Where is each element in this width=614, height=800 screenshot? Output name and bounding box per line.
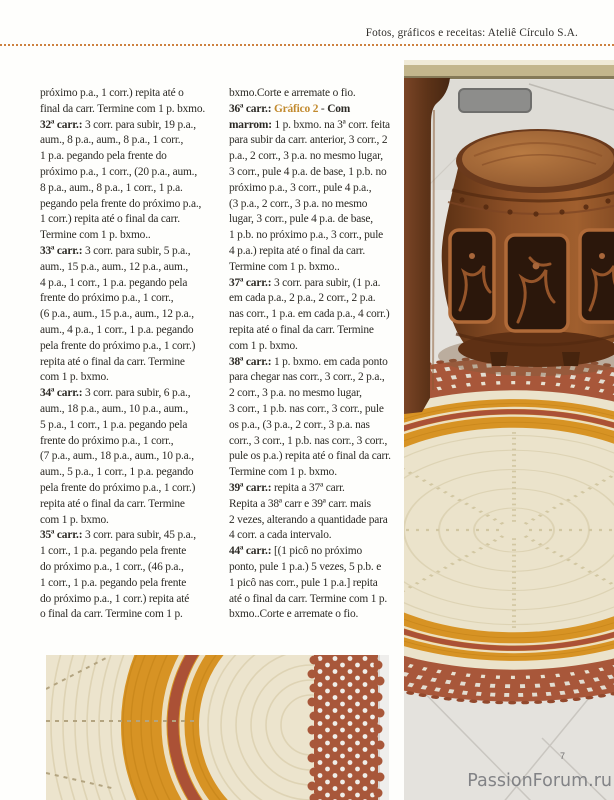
- crochet-rug: [404, 357, 614, 702]
- watermark: PassionForum.ru: [467, 771, 612, 791]
- text-line: do próximo p.a., 1 corr.) repita até: [40, 592, 190, 605]
- text-line: 2 vezes, alterando a quantidade para: [229, 513, 388, 526]
- text-line: próximo p.a., 1 corr., (20 p.a., aum.,: [40, 165, 198, 178]
- carved-panels: [450, 230, 614, 331]
- text-line: Repita a 38ª carr e 39ª carr. mais: [229, 497, 371, 510]
- text-line: aum., 5 p.a., 1 corr., 1 p.a. pegando: [40, 466, 194, 479]
- text-line: Termine com 1 p. bxmo.: [229, 466, 337, 479]
- text-line: do próximo p.a., 1 corr., (46 p.a.,: [40, 560, 184, 573]
- text-line: 36ª carr.: Gráfico 2 - Com: [229, 102, 351, 115]
- text-line: bxmo.Corte e arremate o fio.: [229, 87, 356, 99]
- text-line: 4 corr. a cada intervalo.: [229, 529, 332, 542]
- drum-stool: [442, 129, 614, 367]
- page-number: 7: [560, 751, 566, 761]
- text-line: 3 corr., 1 p.b. nas corr., 3 corr., pule: [229, 402, 384, 415]
- instructions-column-1: [40, 86, 225, 623]
- text-line: nas corr., 1 p.a. em cada p.a., 4 corr.): [229, 308, 390, 321]
- text-line: com 1 p. bxmo.: [229, 339, 298, 352]
- tabletop-edge: [404, 60, 614, 79]
- text-line: repita até o final da carr. Termine: [40, 497, 185, 510]
- door-mat: [459, 89, 531, 112]
- text-line: 1 p.a. pegando pela frente do: [40, 150, 167, 163]
- text-line: 2 corr., 3 p.a. no mesmo lugar,: [229, 387, 362, 400]
- text-line: pela frente do próximo p.a., 1 corr.): [40, 339, 196, 352]
- text-line: pule os p.a.) repita até o final da carr.: [229, 450, 391, 463]
- text-line: 37ª carr.: 3 corr. para subir, (1 p.a.: [229, 276, 381, 289]
- text-line: ponto, pule 1 p.a.) 5 vezes, 5 p.b. e: [229, 560, 382, 573]
- text-line: com 1 p. bxmo.: [40, 371, 109, 384]
- text-line: próximo p.a., 1 corr.) repita até o: [40, 87, 184, 99]
- text-line: Termine com 1 p. bxmo..: [40, 229, 151, 242]
- text-line: 3 corr., pule 4 p.a. de base, 1 p.b. no: [229, 165, 387, 178]
- text-line: aum., 8 p.a., aum., 8 p.a., 1 corr.,: [40, 134, 184, 147]
- text-line: 1 corr., 1 p.a. pegando pela frente: [40, 545, 187, 558]
- text-line: aum., 15 p.a., aum., 12 p.a., aum.,: [40, 260, 189, 273]
- text-line: 4 p.a., 1 corr., 1 p.a. pegando pela: [40, 276, 188, 289]
- stool-rug-illustration: [404, 60, 614, 800]
- text-line: aum., 4 p.a., 1 corr., 1 p.a. pegando: [40, 323, 194, 336]
- lace-border: [308, 655, 390, 800]
- instructions-column-2: [229, 86, 402, 623]
- text-line: os p.a., (3 p.a., 2 corr., 3 p.a. nas: [229, 418, 370, 431]
- text-line: 39ª carr.: repita a 37ª carr.: [229, 481, 345, 494]
- text-line: 8 p.a., aum., 8 p.a., 1 corr., 1 p.a.: [40, 181, 183, 194]
- text-line: bxmo..Corte e arremate o fio.: [229, 608, 359, 621]
- text-line: (7 p.a., aum., 18 p.a., aum., 10 p.a.,: [40, 450, 194, 463]
- text-line: (6 p.a., aum., 15 p.a., aum., 12 p.a.,: [40, 308, 194, 321]
- text-line: p.a., 2 corr., 3 p.a. no mesmo lugar,: [229, 150, 383, 163]
- text-line: frente do próximo p.a., 1 corr.,: [40, 434, 174, 447]
- text-line: 1 corr., 1 p.a. pegando pela frente: [40, 576, 187, 589]
- photo-stool-on-rug: [404, 60, 614, 800]
- text-line: em cada p.a., 2 p.a., 2 corr., 2 p.a.: [229, 292, 376, 305]
- text-line: repita até o final da carr. Termine: [229, 323, 374, 336]
- text-line: até o final da carr. Termine com 1 p.: [229, 592, 388, 605]
- text-line: marrom: 1 p. bxmo. na 3ª corr. feita: [229, 118, 390, 131]
- text-line: pegando pela frente do próximo p.a.,: [40, 197, 202, 210]
- text-line: 33ª carr.: 3 corr. para subir, 5 p.a.,: [40, 244, 191, 257]
- text-line: Termine com 1 p. bxmo..: [229, 260, 340, 273]
- text-line: repita até o final da carr. Termine: [40, 355, 185, 368]
- dotted-divider: [0, 44, 614, 46]
- text-line: 44ª carr.: [(1 picô no próximo: [229, 545, 362, 558]
- text-line: 1 p.b. no próximo p.a., 3 corr., pule: [229, 229, 384, 242]
- text-line: 38ª carr.: 1 p. bxmo. em cada ponto: [229, 355, 388, 368]
- text-line: lugar, 3 corr., pule 4 p.a. de base,: [229, 213, 373, 226]
- rug-detail-illustration: [46, 655, 389, 800]
- text-line: 1 corr.) repita até o final da carr.: [40, 213, 180, 226]
- text-line: próximo p.a., 3 corr., pule 4 p.a.,: [229, 181, 372, 194]
- text-line: 32ª carr.: 3 corr. para subir, 19 p.a.,: [40, 118, 196, 131]
- text-line: 34ª carr.: 3 corr. para subir, 6 p.a.,: [40, 387, 191, 400]
- text-line: para chegar nas corr., 3 corr., 2 p.a.,: [229, 371, 385, 384]
- photo-rug-border-detail: [46, 655, 389, 800]
- text-line: final da carr. Termine com 1 p. bxmo.: [40, 102, 206, 115]
- text-line: pela frente do próximo p.a., 1 corr.): [40, 481, 196, 494]
- text-line: 5 p.a., 1 corr., 1 p.a. pegando pela: [40, 418, 188, 431]
- text-line: (3 p.a., 2 corr., 3 p.a. no mesmo: [229, 197, 368, 210]
- text-line: 1 picô nas corr., pule 1 p.a.] repita: [229, 576, 378, 589]
- text-line: o final da carr. Termine com 1 p.: [40, 608, 183, 621]
- text-line: corr., 3 corr., 1 p.b. nas corr., 3 corr.,: [229, 434, 388, 447]
- text-line: com 1 p. bxmo.: [40, 513, 109, 526]
- text-line: para subir da carr. anterior, 3 corr., 2: [229, 134, 388, 147]
- text-line: aum., 18 p.a., aum., 10 p.a., aum.,: [40, 402, 189, 415]
- text-line: frente do próximo p.a., 1 corr.,: [40, 292, 174, 305]
- photo-credit: Fotos, gráficos e receitas: Ateliê Círculo S.A.: [365, 27, 578, 39]
- text-line: 4 p.a.) repita até o final da carr.: [229, 244, 366, 257]
- text-line: 35ª carr.: 3 corr. para subir, 45 p.a.,: [40, 529, 196, 542]
